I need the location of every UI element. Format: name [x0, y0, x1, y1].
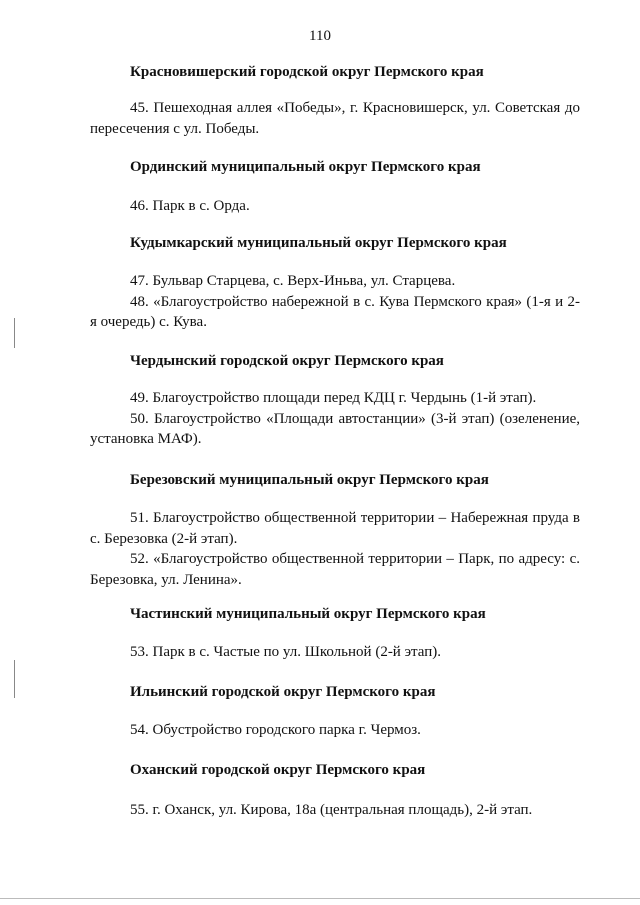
list-item: 55. г. Оханск, ул. Кирова, 18а (центральная площадь), 2-й этап.	[130, 802, 533, 818]
list-item: 45. Пешеходная аллея «Победы», г. Красновишерск, ул. Советская до пересечения с ул. Победы.	[90, 100, 580, 137]
section-items	[90, 98, 580, 139]
list-item: 54. Обустройство городского парка г. Чермоз.	[130, 722, 421, 738]
section-ilyinsky	[90, 682, 580, 702]
section-chastinsky	[90, 604, 580, 624]
list-item: 50. Благоустройство «Площади автостанции» (3-й этап) (озеленение, установка МАФ).	[90, 410, 580, 447]
list-item: 52. «Благоустройство общественной территории – Парк, по адресу: с. Березовка, ул. Ленина».	[90, 551, 580, 588]
page-bottom-edge	[0, 898, 640, 899]
section-items	[90, 720, 580, 741]
section-items	[90, 271, 580, 333]
list-item: 48. «Благоустройство набережной в с. Кува Пермского края» (1-я и 2-я очередь) с. Кува.	[90, 293, 580, 330]
section-heading: Ординский муниципальный округ Пермского края	[130, 159, 481, 175]
section-heading: Ильинский городской округ Пермского края	[130, 684, 436, 700]
section-okhansky	[90, 760, 580, 780]
section-items	[90, 800, 580, 821]
page-number: 110	[309, 28, 331, 44]
list-item: 46. Парк в с. Орда.	[130, 198, 250, 214]
scan-margin-mark	[14, 318, 15, 348]
section-items	[90, 388, 580, 450]
list-item: 49. Благоустройство площади перед КДЦ г. Чердынь (1-й этап).	[130, 390, 537, 406]
scan-margin-mark	[14, 660, 15, 698]
section-heading: Кудымкарский муниципальный округ Пермского края	[130, 235, 507, 251]
section-items	[90, 508, 580, 590]
section-krasnovishersky	[90, 62, 580, 82]
list-item: 53. Парк в с. Частые по ул. Школьной (2-й этап).	[130, 644, 441, 660]
section-heading: Березовский муниципальный округ Пермского края	[130, 472, 489, 488]
list-item: 47. Бульвар Старцева, с. Верх-Иньва, ул. Старцева.	[130, 273, 456, 289]
section-heading: Чердынский городской округ Пермского края	[130, 353, 444, 369]
section-heading: Оханский городской округ Пермского края	[130, 762, 426, 778]
list-item: 51. Благоустройство общественной территории – Набережная пруда в с. Березовка (2-й этап).	[90, 510, 580, 547]
section-kudymkarsky	[90, 233, 580, 253]
section-heading: Красновишерский городской округ Пермского края	[130, 64, 484, 80]
section-berezovsky	[90, 470, 580, 490]
section-items	[90, 196, 580, 217]
section-items	[90, 642, 580, 663]
section-cherdynsky	[90, 351, 580, 371]
section-ordinsky	[90, 157, 580, 177]
section-heading: Частинский муниципальный округ Пермского края	[130, 606, 486, 622]
